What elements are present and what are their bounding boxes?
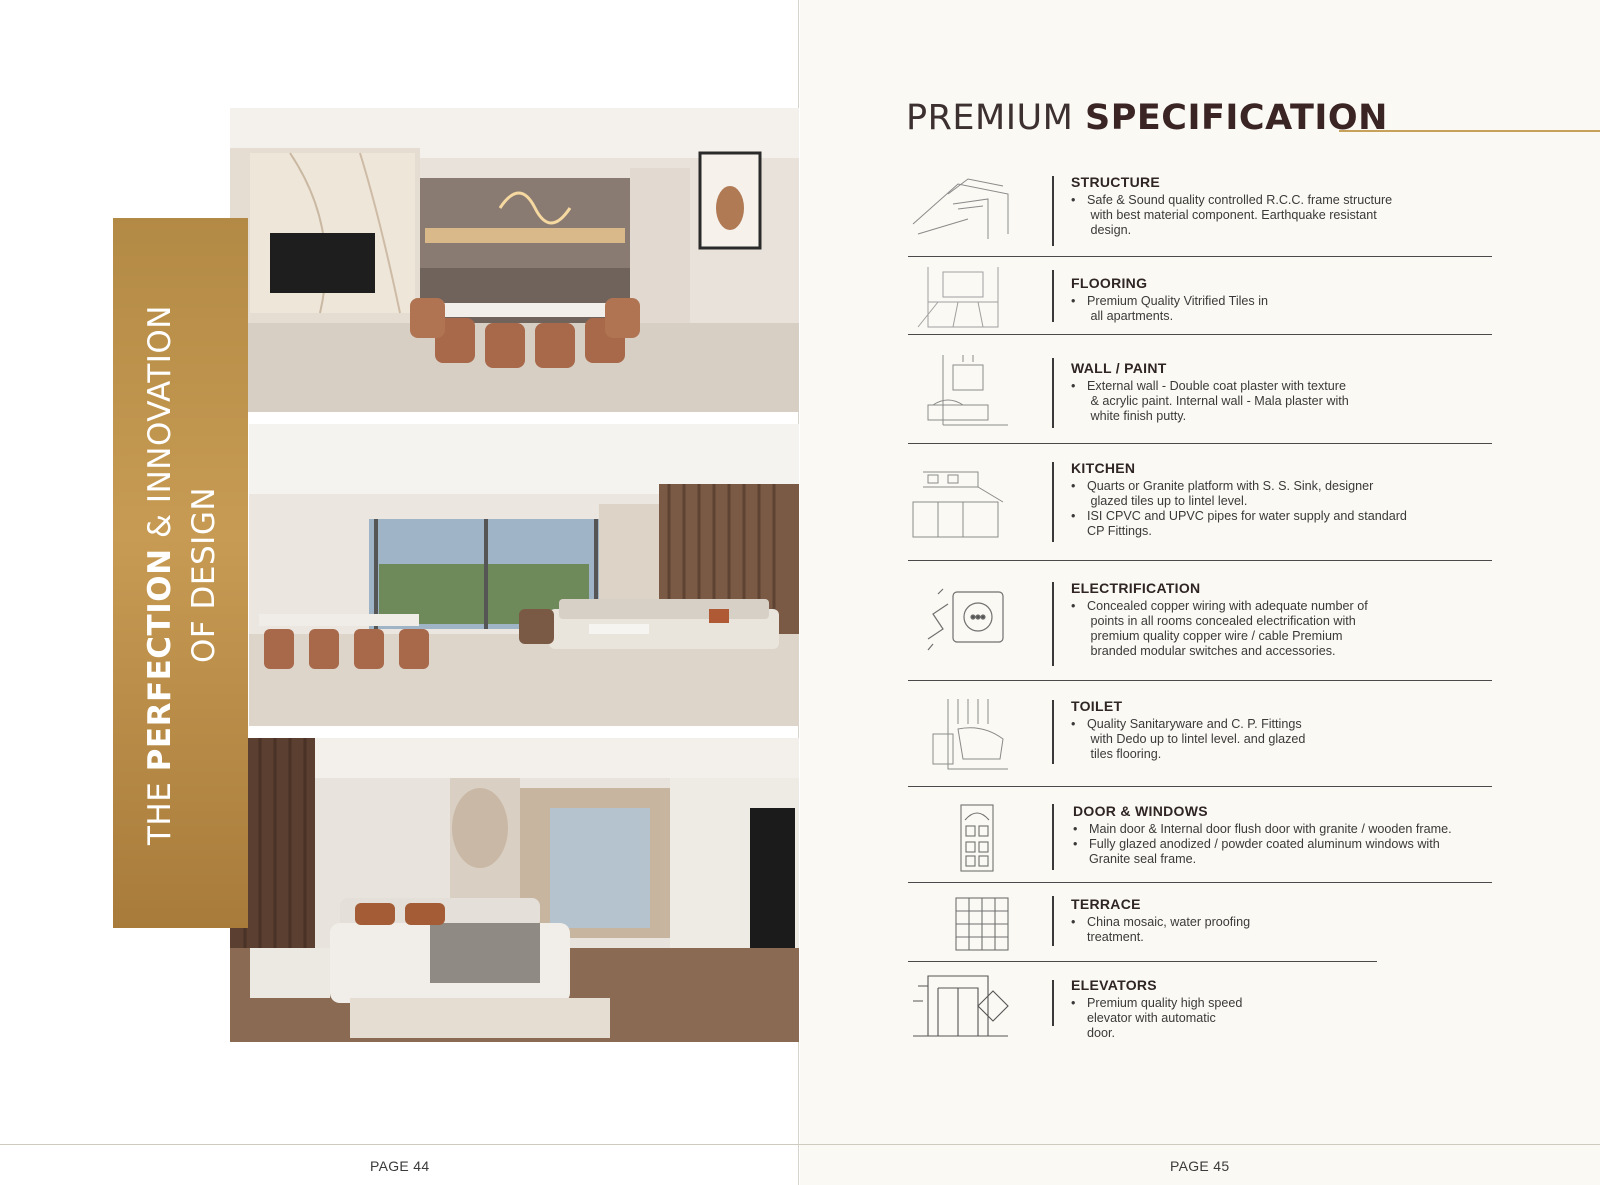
spec-bullets-structure — [1071, 193, 1392, 238]
spec-divider — [908, 961, 1377, 962]
left-page — [0, 0, 799, 1185]
spec-divider — [908, 882, 1492, 883]
banner-line1-prefix: THE — [142, 771, 178, 845]
spec-divider — [908, 680, 1492, 681]
page-number-right: PAGE 45 — [1170, 1158, 1230, 1174]
spec-vline — [1052, 270, 1054, 322]
spec-bullets-terrace — [1071, 915, 1250, 945]
banner-line1-bold: PERFECTION — [142, 548, 178, 772]
spec-bullets-kitchen — [1071, 479, 1407, 539]
spec-bullet: • China mosaic, water proofing treatment. — [1071, 915, 1250, 945]
heading-rule — [1339, 130, 1600, 132]
spec-divider — [908, 443, 1492, 444]
spec-vline — [1052, 896, 1054, 946]
door-sketch-icon — [908, 800, 1018, 875]
spec-vline — [1052, 804, 1054, 870]
spec-vline — [1052, 582, 1054, 666]
spec-bullets-door-windows — [1073, 822, 1452, 867]
spec-vline — [1052, 700, 1054, 764]
spec-divider — [908, 256, 1492, 257]
toilet-sketch-icon — [908, 694, 1018, 774]
spec-bullet: • Main door & Internal door flush door with granite / wooden frame. — [1073, 822, 1452, 837]
spec-bullets-flooring — [1071, 294, 1268, 324]
living-room-photo — [249, 424, 799, 726]
heading-bold: SPECIFICATION — [1085, 98, 1388, 138]
spec-title-kitchen: KITCHEN — [1071, 460, 1136, 476]
flooring-sketch-icon — [908, 262, 1018, 332]
spec-bullet: • Concealed copper wiring with adequate number of points in all rooms concealed electrification with premium quality copper wire / cable Premium branded modular switches and accessories. — [1071, 599, 1368, 659]
banner-title — [138, 305, 226, 845]
banner-line1-suffix: & INNOVATION — [142, 305, 178, 549]
page-number-left: PAGE 44 — [370, 1158, 430, 1174]
spec-bullet: • Quarts or Granite platform with S. S. Sink, designer glazed tiles up to lintel level. — [1071, 479, 1407, 509]
terrace-tiles-icon — [908, 894, 1018, 954]
heading-light: PREMIUM — [906, 98, 1085, 138]
kitchen-sketch-icon — [908, 462, 1018, 542]
spec-bullet: • Quality Sanitaryware and C. P. Fittings with Dedo up to lintel level. and glazed tiles flooring. — [1071, 717, 1305, 762]
spec-title-door-windows: DOOR & WINDOWS — [1073, 803, 1208, 819]
spec-bullet: • ISI CPVC and UPVC pipes for water supply and standard CP Fittings. — [1071, 509, 1407, 539]
spec-vline — [1052, 462, 1054, 542]
spec-title-terrace: TERRACE — [1071, 896, 1141, 912]
dining-kitchen-photo — [230, 108, 799, 412]
spec-bullet: • Premium quality high speed elevator with automatic door. — [1071, 996, 1242, 1041]
spec-bullet: • Safe & Sound quality controlled R.C.C. frame structure with best material component. Earthquake resistant design. — [1071, 193, 1392, 238]
banner-line2: OF DESIGN — [186, 486, 222, 664]
spec-vline — [1052, 980, 1054, 1026]
spec-bullets-elevators — [1071, 996, 1242, 1041]
spec-bullet: • Fully glazed anodized / powder coated aluminum windows with Granite seal frame. — [1073, 837, 1452, 867]
spec-vline — [1052, 176, 1054, 246]
spec-title-elevators: ELEVATORS — [1071, 977, 1157, 993]
spec-bullets-electrification — [1071, 599, 1368, 659]
spec-title-toilet: TOILET — [1071, 698, 1123, 714]
spec-vline — [1052, 358, 1054, 428]
elevator-sketch-icon — [908, 966, 1048, 1041]
electric-socket-icon — [908, 584, 1018, 654]
spec-title-flooring: FLOORING — [1071, 275, 1148, 291]
wall-paint-sketch-icon — [908, 350, 1018, 430]
page-heading — [906, 98, 1388, 138]
structure-sketch-icon — [908, 164, 1018, 244]
spec-bullets-wall-paint — [1071, 379, 1349, 424]
bedroom-photo — [230, 738, 799, 1042]
spec-bullet: • Premium Quality Vitrified Tiles in all apartments. — [1071, 294, 1268, 324]
spec-title-electrification: ELECTRIFICATION — [1071, 580, 1201, 596]
spec-bullet: • External wall - Double coat plaster with texture & acrylic paint. Internal wall - Mala plaster with white finish putty. — [1071, 379, 1349, 424]
spec-divider — [908, 560, 1492, 561]
spec-title-wall-paint: WALL / PAINT — [1071, 360, 1167, 376]
footer-divider — [0, 1144, 1600, 1145]
spec-bullets-toilet — [1071, 717, 1305, 762]
spec-title-structure: STRUCTURE — [1071, 174, 1161, 190]
spec-divider — [908, 334, 1492, 335]
spec-divider — [908, 786, 1492, 787]
